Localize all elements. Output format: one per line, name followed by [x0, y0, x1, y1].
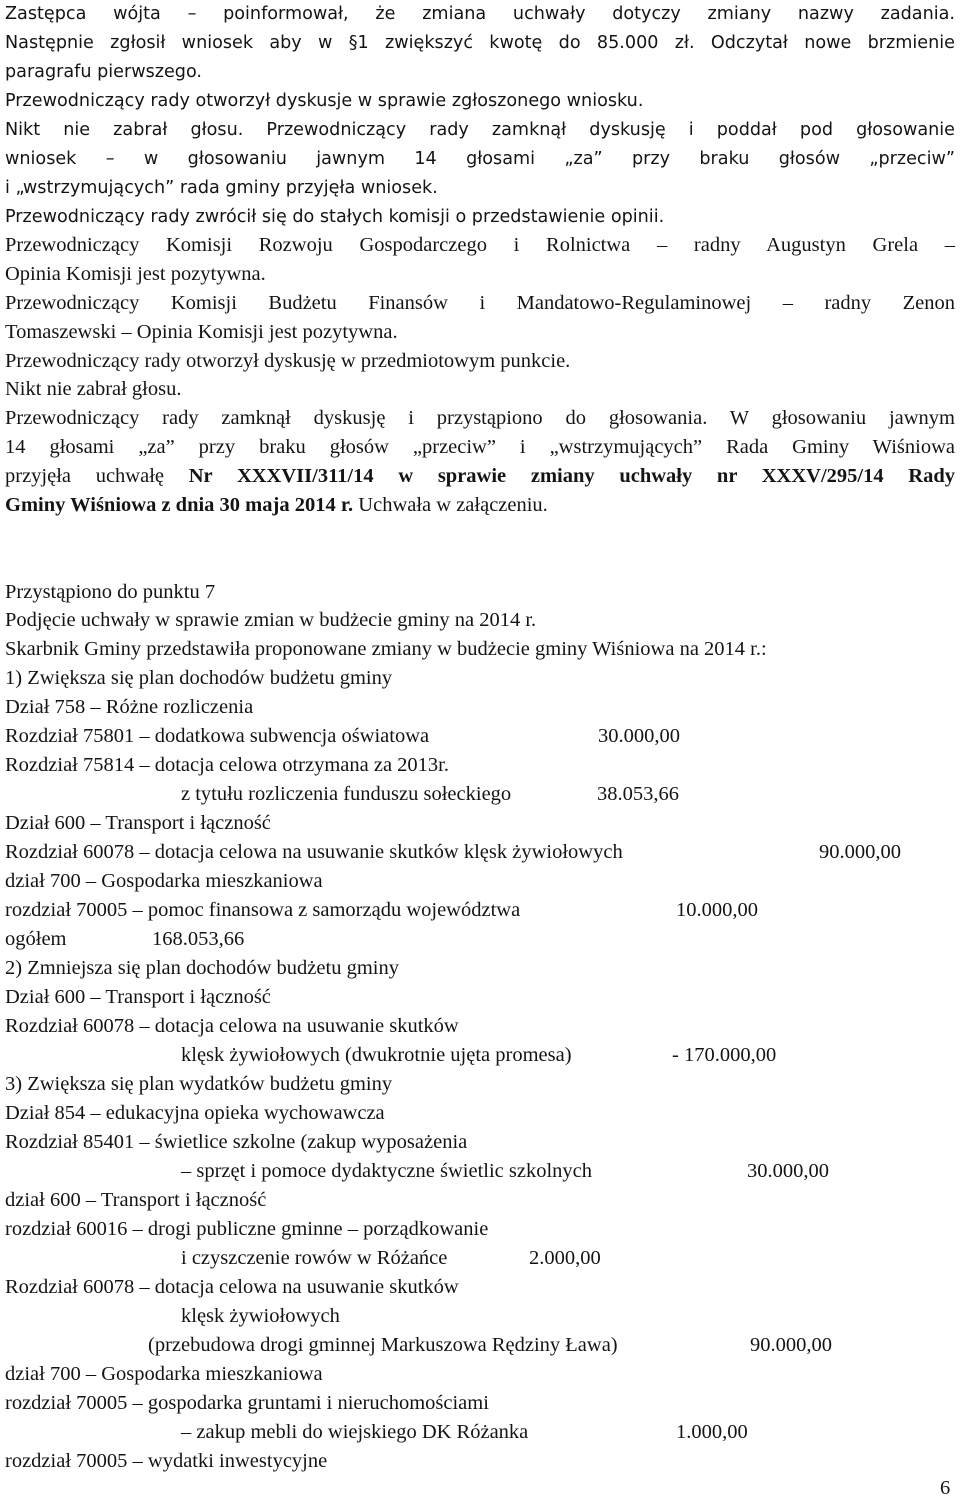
- paragraph-line: 14 głosami „za” przy braku głosów „przeciw” i „wstrzymujących” Rada Gminy Wiśniowa: [5, 436, 955, 458]
- paragraph-line: Przewodniczący Komisji Budżetu Finansów i Mandatowo-Regulaminowej – radny Zenon: [5, 292, 955, 314]
- amount: 10.000,00: [676, 899, 758, 921]
- amount: 2.000,00: [529, 1247, 601, 1269]
- amount: 30.000,00: [598, 725, 680, 747]
- budget-line: Rozdział 60078 – dotacja celowa na usuwanie skutków: [5, 1015, 459, 1037]
- text-span: Nikt nie zabrał głosu.: [5, 120, 244, 140]
- paragraph-line: Przewodniczący rady otworzył dyskusje w sprawie zgłoszonego wniosku.: [5, 91, 644, 111]
- text-span: przyjęła uchwałę: [5, 465, 165, 487]
- budget-line: dział 600 – Transport i łączność: [5, 1189, 267, 1211]
- section-heading: Przystąpiono do punktu 7: [5, 581, 216, 603]
- paragraph-line: wniosek – w głosowaniu jawnym 14 głosami „za” przy braku głosów „przeciw”: [5, 149, 955, 169]
- text-span: Przewodniczący rady zamknął dyskusję i przystąpiono do głosowania.: [5, 407, 708, 429]
- budget-line: Rozdział 60078 – dotacja celowa na usuwanie skutków klęsk żywiołowych: [5, 841, 623, 863]
- text-span: Uchwała w załączeniu.: [358, 494, 548, 516]
- budget-line: (przebudowa drogi gminnej Markuszowa Rędziny Ława): [148, 1334, 618, 1356]
- paragraph-line: Zastępca wójta – poinformował, że zmiana uchwały dotyczy zmiany nazwy zadania.: [5, 4, 955, 24]
- amount: 90.000,00: [750, 1334, 832, 1356]
- resolution-title: Gminy Wiśniowa z dnia 30 maja 2014 r.: [5, 494, 354, 516]
- paragraph-line: Opinia Komisji jest pozytywna.: [5, 263, 266, 285]
- budget-line: Dział 854 – edukacyjna opieka wychowawcza: [5, 1102, 385, 1124]
- budget-line: rozdział 70005 – gospodarka gruntami i nieruchomościami: [5, 1392, 489, 1414]
- budget-line: Rozdział 75801 – dodatkowa subwencja oświatowa: [5, 725, 430, 747]
- text-span: W głosowaniu jawnym: [729, 407, 955, 429]
- budget-line: z tytułu rozliczenia funduszu sołeckiego: [181, 783, 512, 805]
- section-subject: Podjęcie uchwały w sprawie zmian w budżecie gminy na 2014 r.: [5, 609, 537, 631]
- budget-line: klęsk żywiołowych: [181, 1305, 340, 1327]
- paragraph-line: [5, 491, 548, 519]
- budget-line: i czyszczenie rowów w Różańce: [181, 1247, 448, 1269]
- amount: - 170.000,00: [672, 1044, 777, 1066]
- amount: 30.000,00: [747, 1160, 829, 1182]
- list-heading: 2) Zmniejsza się plan dochodów budżetu gminy: [5, 957, 399, 979]
- paragraph-line: Przewodniczący Komisji Rozwoju Gospodarczego i Rolnictwa – radny Augustyn Grela –: [5, 234, 955, 256]
- paragraph-line: [5, 462, 955, 490]
- paragraph-line: paragrafu pierwszego.: [5, 62, 203, 82]
- budget-line: Dział 600 – Transport i łączność: [5, 986, 271, 1008]
- paragraph-line: Przewodniczący rady zwrócił się do stałych komisji o przedstawienie opinii.: [5, 207, 665, 227]
- paragraph-line: i „wstrzymujących” rada gminy przyjęła wniosek.: [5, 178, 438, 198]
- budget-line: rozdział 70005 – pomoc finansowa z samorządu województwa: [5, 899, 521, 921]
- paragraph-line: Skarbnik Gminy przedstawiła proponowane zmiany w budżecie gminy Wiśniowa na 2014 r.:: [5, 638, 767, 660]
- amount: 1.000,00: [676, 1421, 748, 1443]
- budget-line: rozdział 70005 – wydatki inwestycyjne: [5, 1450, 328, 1472]
- amount: 38.053,66: [597, 783, 679, 805]
- budget-line: klęsk żywiołowych (dwukrotnie ujęta promesa): [181, 1044, 572, 1066]
- list-heading: 3) Zwiększa się plan wydatków budżetu gminy: [5, 1073, 393, 1095]
- total-amount: 168.053,66: [152, 928, 245, 950]
- list-heading: 1) Zwiększa się plan dochodów budżetu gminy: [5, 667, 393, 689]
- budget-line: Rozdział 75814 – dotacja celowa otrzymana za 2013r.: [5, 754, 450, 776]
- page-number: 6: [940, 1477, 951, 1499]
- text-span: Przewodniczący rady zamknął dyskusję i poddał pod głosowanie: [266, 120, 955, 140]
- budget-line: dział 700 – Gospodarka mieszkaniowa: [5, 870, 323, 892]
- budget-line: Rozdział 85401 – świetlice szkolne (zakup wyposażenia: [5, 1131, 468, 1153]
- budget-line: Dział 600 – Transport i łączność: [5, 812, 271, 834]
- total-label: ogółem: [5, 928, 67, 950]
- paragraph-line: Przewodniczący rady otworzył dyskusję w przedmiotowym punkcie.: [5, 350, 571, 372]
- budget-line: Rozdział 60078 – dotacja celowa na usuwanie skutków: [5, 1276, 459, 1298]
- budget-line: dział 700 – Gospodarka mieszkaniowa: [5, 1363, 323, 1385]
- budget-line: – zakup mebli do wiejskiego DK Różanka: [181, 1421, 529, 1443]
- paragraph-line: Tomaszewski – Opinia Komisji jest pozytywna.: [5, 321, 398, 343]
- budget-line: – sprzęt i pomoce dydaktyczne świetlic szkolnych: [181, 1160, 593, 1182]
- resolution-title: Nr XXXVII/311/14 w sprawie zmiany uchwały nr XXXV/295/14 Rady: [188, 465, 956, 487]
- paragraph-line: Następnie zgłosił wniosek aby w §1 zwiększyć kwotę do 85.000 zł. Odczytał nowe brzmienie: [5, 33, 955, 53]
- budget-line: Dział 758 – Różne rozliczenia: [5, 696, 254, 718]
- paragraph-line: Nikt nie zabrał głosu.: [5, 378, 182, 400]
- budget-line: rozdział 60016 – drogi publiczne gminne – porządkowanie: [5, 1218, 489, 1240]
- amount: 90.000,00: [819, 841, 901, 863]
- paragraph-line: [5, 404, 955, 432]
- paragraph-line: [5, 116, 955, 144]
